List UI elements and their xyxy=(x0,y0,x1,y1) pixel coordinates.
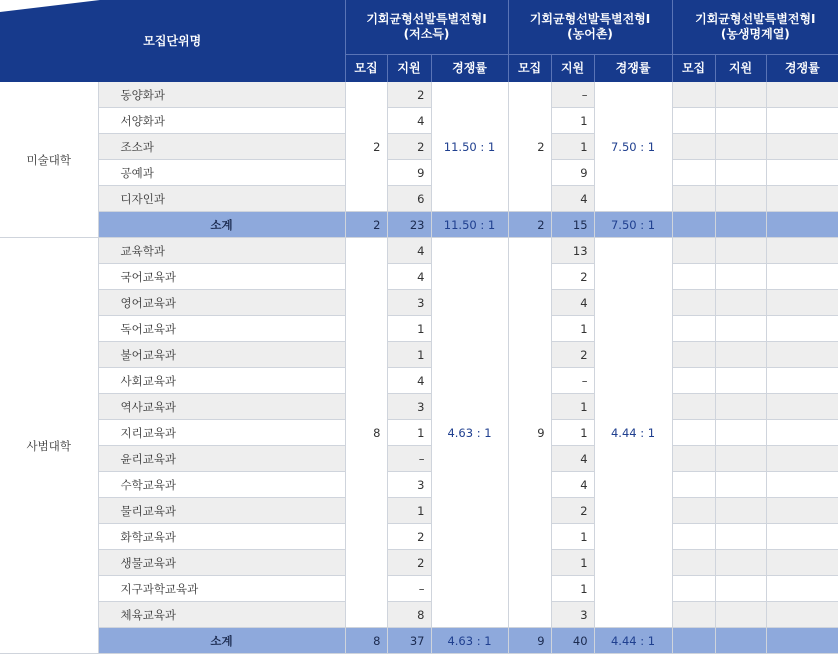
subtotal-low-income-rate: 4.63 : 1 xyxy=(431,628,508,654)
agri-recruit xyxy=(672,368,715,394)
col-header-apply: 지원 xyxy=(551,55,594,83)
agri-applicants xyxy=(715,368,766,394)
subtotal-agri-recruit xyxy=(672,212,715,238)
group-header-agri-life xyxy=(672,0,838,55)
agri-rate xyxy=(766,446,838,472)
department-name: 화학교육과 xyxy=(98,524,345,550)
table-row xyxy=(0,498,838,524)
low-income-applicants: 2 xyxy=(387,524,431,550)
agri-applicants xyxy=(715,472,766,498)
group-header-rural-line2: (농어촌) xyxy=(567,27,613,41)
low-income-rate: 11.50 : 1 xyxy=(431,82,508,212)
rural-applicants: 4 xyxy=(551,186,594,212)
table-row xyxy=(0,342,838,368)
low-income-applicants: 1 xyxy=(387,316,431,342)
table-row xyxy=(0,134,838,160)
low-income-recruit: 2 xyxy=(345,82,387,212)
department-name: 윤리교육과 xyxy=(98,446,345,472)
agri-recruit xyxy=(672,134,715,160)
col-header-recruit: 모집 xyxy=(345,55,387,83)
subtotal-low-income-rate: 11.50 : 1 xyxy=(431,212,508,238)
agri-recruit xyxy=(672,160,715,186)
low-income-applicants: 8 xyxy=(387,602,431,628)
low-income-rate: 4.63 : 1 xyxy=(431,238,508,628)
agri-applicants xyxy=(715,576,766,602)
rural-recruit: 2 xyxy=(508,82,551,212)
low-income-applicants: 9 xyxy=(387,160,431,186)
subtotal-low-income-recruit: 8 xyxy=(345,628,387,654)
rural-applicants: 4 xyxy=(551,446,594,472)
college-name: 사범대학 xyxy=(0,238,98,654)
col-header-rate: 경쟁률 xyxy=(431,55,508,83)
low-income-applicants: 4 xyxy=(387,368,431,394)
rural-applicants: 1 xyxy=(551,550,594,576)
subtotal-rural-recruit: 9 xyxy=(508,628,551,654)
department-name: 사회교육과 xyxy=(98,368,345,394)
table-row xyxy=(0,524,838,550)
agri-rate xyxy=(766,368,838,394)
department-name: 생물교육과 xyxy=(98,550,345,576)
department-name: 디자인과 xyxy=(98,186,345,212)
agri-rate xyxy=(766,524,838,550)
agri-rate xyxy=(766,160,838,186)
rural-applicants: 1 xyxy=(551,576,594,602)
group-header-low-income-line2: (저소득) xyxy=(403,27,450,41)
rural-applicants: 4 xyxy=(551,472,594,498)
agri-recruit xyxy=(672,394,715,420)
rural-applicants: 1 xyxy=(551,524,594,550)
agri-rate xyxy=(766,264,838,290)
col-header-recruit: 모집 xyxy=(672,55,715,83)
subtotal-low-income-recruit: 2 xyxy=(345,212,387,238)
low-income-applicants: – xyxy=(387,446,431,472)
agri-rate xyxy=(766,498,838,524)
subtotal-rural-rate: 7.50 : 1 xyxy=(594,212,672,238)
low-income-applicants: 3 xyxy=(387,394,431,420)
agri-recruit xyxy=(672,602,715,628)
table-row xyxy=(0,238,838,264)
col-header-rate: 경쟁률 xyxy=(766,55,838,83)
rural-applicants: 13 xyxy=(551,238,594,264)
table-row xyxy=(0,264,838,290)
department-name: 영어교육과 xyxy=(98,290,345,316)
agri-rate xyxy=(766,472,838,498)
agri-applicants xyxy=(715,82,766,108)
table-row xyxy=(0,160,838,186)
agri-recruit xyxy=(672,498,715,524)
table-row xyxy=(0,420,838,446)
agri-recruit xyxy=(672,316,715,342)
rural-applicants: 1 xyxy=(551,134,594,160)
col-header-rate: 경쟁률 xyxy=(594,55,672,83)
col-header-recruit: 모집 xyxy=(508,55,551,83)
group-header-rural xyxy=(508,0,672,55)
unit-name-header: 모집단위명 xyxy=(0,0,345,82)
subtotal-row xyxy=(0,628,838,654)
rural-applicants: 1 xyxy=(551,316,594,342)
agri-recruit xyxy=(672,108,715,134)
rural-applicants: 3 xyxy=(551,602,594,628)
rural-applicants: 1 xyxy=(551,108,594,134)
header-row-groups xyxy=(0,0,838,55)
agri-applicants xyxy=(715,498,766,524)
department-name: 독어교육과 xyxy=(98,316,345,342)
agri-recruit xyxy=(672,576,715,602)
agri-rate xyxy=(766,134,838,160)
agri-applicants xyxy=(715,290,766,316)
agri-applicants xyxy=(715,160,766,186)
department-name: 교육학과 xyxy=(98,238,345,264)
subtotal-label: 소계 xyxy=(98,628,345,654)
table-row xyxy=(0,576,838,602)
subtotal-low-income-applicants: 23 xyxy=(387,212,431,238)
table-row xyxy=(0,394,838,420)
rural-rate: 4.44 : 1 xyxy=(594,238,672,628)
table-row xyxy=(0,368,838,394)
agri-rate xyxy=(766,316,838,342)
department-name: 체육교육과 xyxy=(98,602,345,628)
table-row xyxy=(0,82,838,108)
department-name: 조소과 xyxy=(98,134,345,160)
rural-applicants: – xyxy=(551,82,594,108)
subtotal-rural-applicants: 40 xyxy=(551,628,594,654)
subtotal-low-income-applicants: 37 xyxy=(387,628,431,654)
low-income-applicants: 3 xyxy=(387,290,431,316)
rural-rate: 7.50 : 1 xyxy=(594,82,672,212)
low-income-applicants: 4 xyxy=(387,264,431,290)
agri-recruit xyxy=(672,550,715,576)
group-header-agri-life-line2: (농생명계열) xyxy=(720,27,790,41)
agri-rate xyxy=(766,550,838,576)
rural-applicants: 1 xyxy=(551,420,594,446)
agri-recruit xyxy=(672,238,715,264)
agri-applicants xyxy=(715,524,766,550)
rural-applicants: 2 xyxy=(551,342,594,368)
subtotal-label: 소계 xyxy=(98,212,345,238)
agri-applicants xyxy=(715,602,766,628)
subtotal-rural-recruit: 2 xyxy=(508,212,551,238)
low-income-applicants: 3 xyxy=(387,472,431,498)
agri-recruit xyxy=(672,290,715,316)
group-header-low-income-line1: 기회균형선발특별전형Ⅰ xyxy=(366,12,487,26)
group-header-rural-line1: 기회균형선발특별전형Ⅰ xyxy=(529,12,651,26)
col-header-apply: 지원 xyxy=(715,55,766,83)
agri-applicants xyxy=(715,394,766,420)
agri-recruit xyxy=(672,82,715,108)
header-corner-notch xyxy=(0,0,100,12)
department-name: 물리교육과 xyxy=(98,498,345,524)
subtotal-agri-applicants xyxy=(715,212,766,238)
department-name: 동양화과 xyxy=(98,82,345,108)
table-row xyxy=(0,108,838,134)
rural-applicants: 1 xyxy=(551,394,594,420)
agri-applicants xyxy=(715,264,766,290)
agri-recruit xyxy=(672,186,715,212)
department-name: 서양화과 xyxy=(98,108,345,134)
department-name: 지구과학교육과 xyxy=(98,576,345,602)
agri-rate xyxy=(766,108,838,134)
agri-rate xyxy=(766,290,838,316)
table-row xyxy=(0,602,838,628)
department-name: 지리교육과 xyxy=(98,420,345,446)
table-row xyxy=(0,186,838,212)
low-income-applicants: – xyxy=(387,576,431,602)
table-row xyxy=(0,550,838,576)
low-income-applicants: 1 xyxy=(387,498,431,524)
department-name: 수학교육과 xyxy=(98,472,345,498)
subtotal-agri-recruit xyxy=(672,628,715,654)
table-row xyxy=(0,290,838,316)
rural-applicants: 9 xyxy=(551,160,594,186)
agri-recruit xyxy=(672,524,715,550)
agri-rate xyxy=(766,576,838,602)
low-income-recruit: 8 xyxy=(345,238,387,628)
agri-applicants xyxy=(715,134,766,160)
agri-rate xyxy=(766,394,838,420)
agri-rate xyxy=(766,602,838,628)
agri-recruit xyxy=(672,342,715,368)
table-row xyxy=(0,472,838,498)
group-header-agri-life-line1: 기회균형선발특별전형Ⅰ xyxy=(695,12,816,26)
low-income-applicants: 1 xyxy=(387,342,431,368)
agri-applicants xyxy=(715,550,766,576)
agri-applicants xyxy=(715,186,766,212)
agri-applicants xyxy=(715,342,766,368)
rural-applicants: 2 xyxy=(551,264,594,290)
agri-recruit xyxy=(672,420,715,446)
agri-applicants xyxy=(715,446,766,472)
group-header-low-income xyxy=(345,0,508,55)
subtotal-agri-rate xyxy=(766,212,838,238)
department-name: 불어교육과 xyxy=(98,342,345,368)
subtotal-rural-rate: 4.44 : 1 xyxy=(594,628,672,654)
table-row xyxy=(0,316,838,342)
low-income-applicants: 4 xyxy=(387,108,431,134)
agri-rate xyxy=(766,82,838,108)
agri-applicants xyxy=(715,316,766,342)
low-income-applicants: 1 xyxy=(387,420,431,446)
low-income-applicants: 2 xyxy=(387,550,431,576)
table-body xyxy=(0,82,838,654)
agri-applicants xyxy=(715,238,766,264)
subtotal-row xyxy=(0,212,838,238)
agri-recruit xyxy=(672,472,715,498)
col-header-apply: 지원 xyxy=(387,55,431,83)
subtotal-rural-applicants: 15 xyxy=(551,212,594,238)
low-income-applicants: 4 xyxy=(387,238,431,264)
agri-recruit xyxy=(672,446,715,472)
agri-applicants xyxy=(715,420,766,446)
rural-applicants: – xyxy=(551,368,594,394)
low-income-applicants: 6 xyxy=(387,186,431,212)
agri-applicants xyxy=(715,108,766,134)
low-income-applicants: 2 xyxy=(387,134,431,160)
agri-recruit xyxy=(672,264,715,290)
subtotal-agri-applicants xyxy=(715,628,766,654)
rural-applicants: 4 xyxy=(551,290,594,316)
rural-recruit: 9 xyxy=(508,238,551,628)
department-name: 국어교육과 xyxy=(98,264,345,290)
agri-rate xyxy=(766,238,838,264)
table-row xyxy=(0,446,838,472)
college-name: 미술대학 xyxy=(0,82,98,238)
department-name: 공예과 xyxy=(98,160,345,186)
subtotal-agri-rate xyxy=(766,628,838,654)
rural-applicants: 2 xyxy=(551,498,594,524)
department-name: 역사교육과 xyxy=(98,394,345,420)
agri-rate xyxy=(766,342,838,368)
agri-rate xyxy=(766,420,838,446)
low-income-applicants: 2 xyxy=(387,82,431,108)
agri-rate xyxy=(766,186,838,212)
